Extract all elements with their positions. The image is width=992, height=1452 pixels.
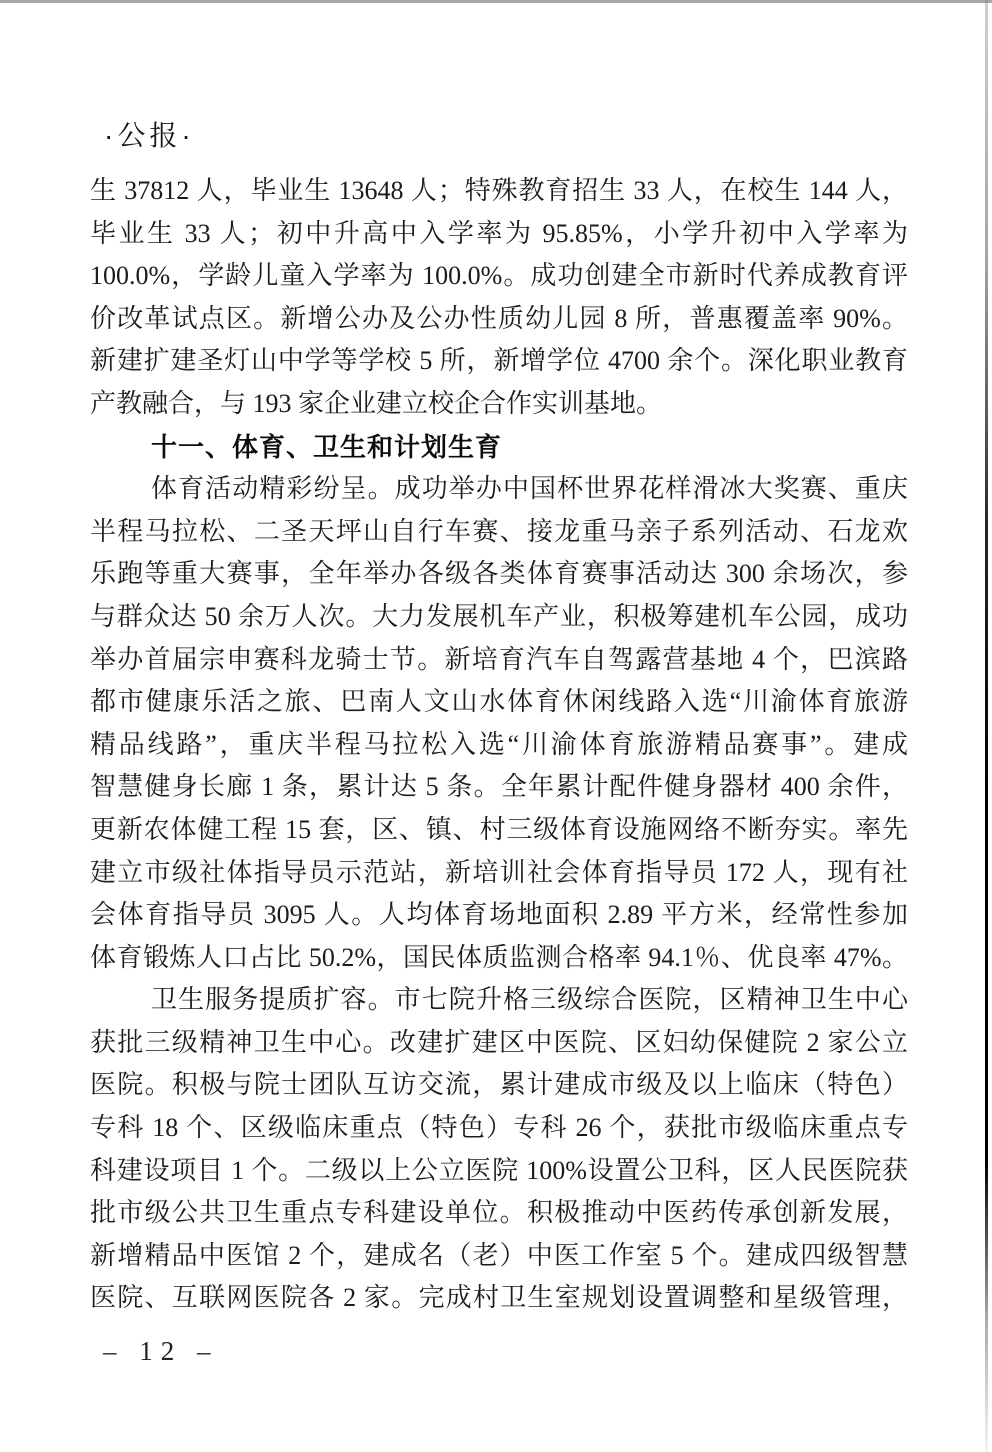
- scan-artifact-top-edge: [0, 0, 992, 3]
- body-text: [90, 170, 908, 1320]
- text-line: 专科 18 个、区级临床重点（特色）专科 26 个，获批市级临床重点专: [90, 1113, 908, 1143]
- text-line: 科建设项目 1 个。二级以上公立医院 100%设置公卫科，区人民医院获: [90, 1155, 908, 1185]
- text-line: 获批三级精神卫生中心。改建扩建区中医院、区妇幼保健院 2 家公立: [90, 1027, 908, 1057]
- page-number: – 12 –: [103, 1336, 219, 1366]
- running-header: ·公报·: [104, 120, 195, 151]
- text-line: 100.0%，学龄儿童入学率为 100.0%。成功创建全市新时代养成教育评: [90, 261, 908, 291]
- text-line: 医院。积极与院士团队互访交流，累计建成市级及以上临床（特色）: [90, 1070, 908, 1100]
- text-line: 批市级公共卫生重点专科建设单位。积极推动中医药传承创新发展，: [90, 1198, 908, 1228]
- text-line: 会体育指导员 3095 人。人均体育场地面积 2.89 平方米，经常性参加: [90, 900, 908, 930]
- text-line: 智慧健身长廊 1 条，累计达 5 条。全年累计配件健身器材 400 余件，: [90, 772, 908, 802]
- section-heading: 十一、体育、卫生和计划生育: [151, 431, 503, 462]
- text-line: 半程马拉松、二圣天坪山自行车赛、接龙重马亲子系列活动、石龙欢: [90, 516, 908, 546]
- text-line: 产教融合，与 193 家企业建立校企合作实训基地。: [90, 388, 663, 418]
- text-line: 新建扩建圣灯山中学等学校 5 所，新增学位 4700 余个。深化职业教育: [90, 346, 908, 376]
- text-line: 更新农体健工程 15 套，区、镇、村三级体育设施网络不断夯实。率先: [90, 814, 908, 844]
- text-line: 卫生服务提质扩容。市七院升格三级综合医院，区精神卫生中心: [151, 985, 908, 1015]
- text-line: 乐跑等重大赛事，全年举办各级各类体育赛事活动达 300 余场次，参: [90, 559, 908, 589]
- text-line: 举办首届宗申赛科龙骑士节。新培育汽车自驾露营基地 4 个，巴滨路: [90, 644, 908, 674]
- scan-artifact-right-edge: [985, 0, 988, 1452]
- text-line: 都市健康乐活之旅、巴南人文山水体育休闲线路入选“川渝体育旅游: [90, 687, 908, 717]
- text-line: 医院、互联网医院各 2 家。完成村卫生室规划设置调整和星级管理，: [90, 1283, 908, 1313]
- text-line: 精品线路”，重庆半程马拉松入选“川渝体育旅游精品赛事”。建成: [90, 729, 908, 759]
- text-line: 体育锻炼人口占比 50.2%，国民体质监测合格率 94.1％、优良率 47%。: [90, 942, 908, 972]
- text-line: 价改革试点区。新增公办及公办性质幼儿园 8 所，普惠覆盖率 90%。: [90, 303, 908, 333]
- text-line: 生 37812 人，毕业生 13648 人；特殊教育招生 33 人，在校生 144 人，: [90, 176, 908, 205]
- text-line: 体育活动精彩纷呈。成功举办中国杯世界花样滑冰大奖赛、重庆: [151, 474, 908, 504]
- text-line: 新增精品中医馆 2 个，建成名（老）中医工作室 5 个。建成四级智慧: [90, 1240, 908, 1270]
- text-line: 毕业生 33 人；初中升高中入学率为 95.85%，小学升初中入学率为: [90, 218, 908, 248]
- text-line: 与群众达 50 余万人次。大力发展机车产业，积极筹建机车公园，成功: [90, 601, 908, 631]
- text-line: 建立市级社体指导员示范站，新培训社会体育指导员 172 人，现有社: [90, 857, 908, 887]
